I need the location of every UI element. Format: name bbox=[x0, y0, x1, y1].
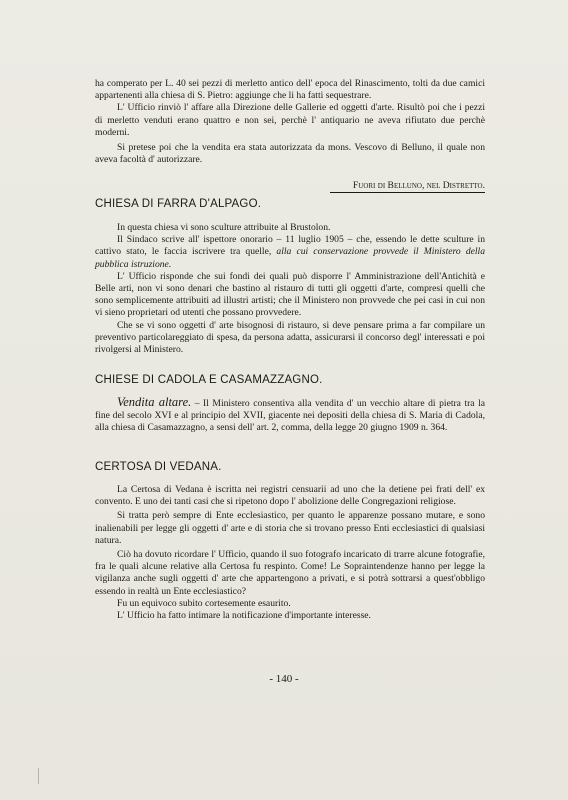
paragraph: Ciò ha dovuto ricordare l' Ufficio, quando il suo fotografo incaricato di trarre alcune fotografie, fra le quali alcune relative alla Certosa fu respinto. Come! Le Sopraintendenze hanno per legge la vigilanza anche sugli oggetti d' arte che appartengono a privati, e si potrà sottrarsi a quest'obbligo essendo in realtà un Ente ecclesiastico? bbox=[95, 549, 485, 597]
paragraph: L' Ufficio ha fatto intimare la notificazione d'importante interesse. bbox=[117, 610, 371, 622]
farra-section bbox=[95, 222, 485, 356]
paragraph: In questa chiesa vi sono sculture attribuite al Brustolon. bbox=[117, 222, 331, 233]
top-paragraphs bbox=[95, 78, 485, 166]
paragraph: La Certosa di Vedana è iscritta nei registri censuarii ad uno che la detiene pei frati dell' ex convento. E uno dei tanti casi che si ripetono dopo l' abolizione delle Congregazioni religiose. bbox=[95, 484, 485, 508]
page-number: - 140 - bbox=[269, 673, 299, 685]
paragraph-text: – Il Ministero consentiva alla vendita d' un vecchio altare di pietra tra la fine del secolo XVI e al principio del XVII, giacente nei depositi della chiesa di S. Maria di Cadola, alla chiesa di Casamazzagno, a sensi dell' art. 2, comma, della legge 20 giugno 1909 n. 364. bbox=[95, 398, 485, 434]
paragraph: L' Ufficio risponde che sui fondi dei quali può disporre l' Amministrazione dell'Antichità e Belle arti, non vi sono denari che bastino al ristauro di tutti gli oggetti d'arte, compresi quelli che sono semplicemente attribuiti ad illustri artisti; che il Ministero non provvede che pei casi in cui non vi sieno proprietari od utenti che possano provvedere. bbox=[95, 270, 485, 319]
vedana-section bbox=[95, 484, 485, 622]
paragraph: L' Ufficio rinviò l' affare alla Direzione delle Gallerie ed oggetti d'arte. Risultò poi che i pezzi di merletto venduti erano quattro e non sei, perchè l' antiquario ne aveva rifiutato due perchè moderni. bbox=[95, 102, 485, 138]
paragraph bbox=[95, 234, 485, 271]
section-heading-farra: CHIESA DI FARRA D'ALPAGO. bbox=[95, 198, 262, 210]
paragraph bbox=[95, 396, 485, 435]
paragraph-text: Il Sindaco scrive all' ispettore onorario – 11 luglio 1905 – che, essendo le dette sculture in cattivo stato, le faccia iscrivere tra quelle, bbox=[95, 234, 485, 258]
cadola-section bbox=[95, 396, 485, 435]
section-heading-cadola: CHIESE DI CADOLA E CASAMAZZAGNO. bbox=[95, 374, 323, 386]
district-label: Fuori di Belluno, nel Distretto. bbox=[330, 180, 485, 193]
italic-quote: alla cui conservazione provvede il Ministero della pubblica istruzione. bbox=[95, 246, 486, 270]
margin-mark bbox=[38, 768, 39, 784]
lead-title: Vendita altare. bbox=[117, 395, 192, 409]
paragraph: Si tratta però sempre di Ente ecclesiastico, per quanto le apparenze possano mutare, e sono inalienabili per legge gli oggetti d' arte e di storia che si trovano presso Enti ecclesiastici di qualsiasi natura. bbox=[95, 510, 485, 546]
paragraph: Che se vi sono oggetti d' arte bisognosi di ristauro, si deve pensare prima a far compilare un preventivo particolareggiato di spesa, da persona adatta, assicurarsi il concorso degl' interessati e poi rivolgersi al Ministero. bbox=[95, 319, 485, 356]
section-heading-vedana: CERTOSA DI VEDANA. bbox=[95, 461, 222, 473]
paragraph: Si pretese poi che la vendita era stata autorizzata da mons. Vescovo di Belluno, il quale non aveva facoltà d' autorizzare. bbox=[95, 142, 485, 166]
paragraph: Fu un equivoco subito cortesemente esaurito. bbox=[117, 597, 291, 609]
paragraph: ha comperato per L. 40 sei pezzi di merletto antico dell' epoca del Rinascimento, tolti da due camici appartenenti alla chiesa di S. Pietro: aggiunge che li ha fatti sequestrare. bbox=[95, 78, 485, 102]
